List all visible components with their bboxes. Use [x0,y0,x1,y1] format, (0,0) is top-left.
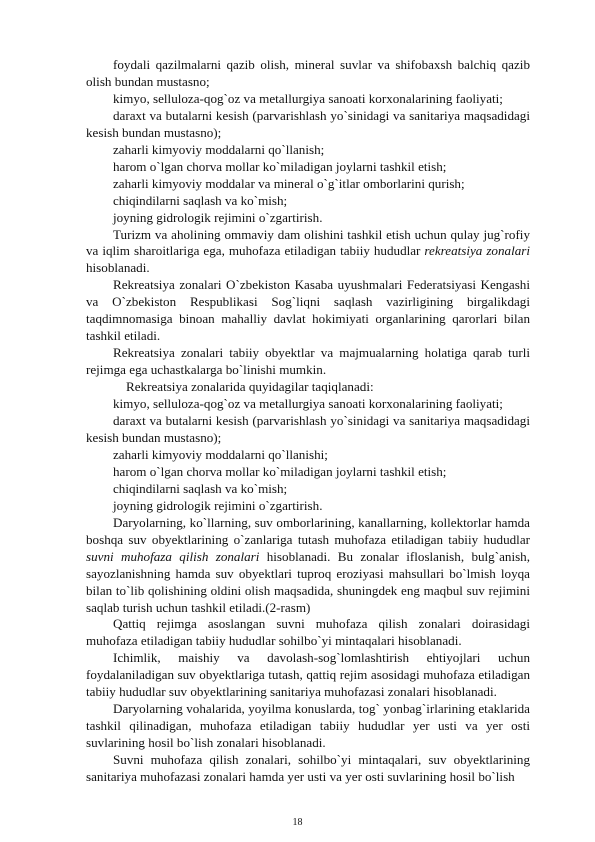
page-number: 18 [292,817,303,828]
paragraph: harom o`lgan chorva mollar ko`miladigan joylarni tashkil etish; [113,158,447,174]
defined-term: suvni muhofaza qilish zonalari [86,548,260,564]
document-body [86,57,530,786]
paragraph: harom o`lgan chorva mollar ko`miladigan joylarni tashkil etish; [113,463,447,479]
paragraph: Daryolarning vohalarida, yoyilma konuslarda, tog` yonbag`irlarining etaklarida tashkil qilinadigan, muhofaza etiladigan tabiiy hududlar yer usti va yer osti suvlarining hosil bo`lish zonalari hisoblanadi. [86,701,530,751]
text-run: hisoblanadi. [86,260,150,276]
paragraph: Rekreatsiya zonalari O`zbekiston Kasaba uyushmalari Federatsiyasi Kengashi va O`zbekiston Respublikasi Sog`liqni saqlash vazirligining birgalikdagi taqdimnomasiga binoan mahalliy davlat hokimiyati organlarining qarorlari bilan tashkil etiladi. [86,277,530,344]
paragraph: daraxt va butalarni kesish (parvarishlash yo`sinidagi va sanitariya maqsadidagi kesish bundan mustasno); [86,413,530,445]
paragraph: Qattiq rejimga asoslangan suvni muhofaza qilish zonalari doirasidagi muhofaza etiladigan tabiiy hududlar sohilbo`yi mintaqalari hisoblanadi. [86,616,530,649]
text-run: hisoblanadi. Bu zonalar ifloslanish, bulg`anish, sayozlanishning hamda suv obyektlari tuproq eroziyasi mahsullari bo`lmish loyqa bilan to`lib qolishining oldini olish maqsadida, shuningdek eng maqbul suv rejimini saqlab turish uchun tashkil etiladi.(2-rasm) [86,548,530,615]
paragraph: foydali qazilmalarni qazib olish, mineral suvlar va shifobaxsh balchiq qazib olish bundan mustasno; [86,57,530,89]
paragraph: Ichimlik, maishiy va davolash-sog`lomlashtirish ehtiyojlari uchun foydalaniladigan suv obyektlariga tutash, qattiq rejim asosidagi muhofaza etiladigan tabiiy hududlar suv obyektlarining sanitariya muhofazasi zonalari hisoblanadi. [86,650,530,700]
paragraph: Rekreatsiya zonalarida quyidagilar taqiqlanadi: [126,379,374,395]
paragraph: chiqindilarni saqlash va ko`mish; [113,480,288,496]
paragraph-rekreatsiya-definition [86,227,530,278]
paragraph: zaharli kimyoviy moddalar va mineral o`g`itlar omborlarini qurish; [113,175,465,191]
text-run: Turizm va aholining ommaviy dam olishini tashkil etish uchun qulay jug`rofiy va iqlim sharoitlariga ega, muhofaza etiladigan tabiiy hududlar [86,226,530,259]
paragraph: Suvni muhofaza qilish zonalari, sohilbo`yi mintaqalari, suv obyektlarining sanitariya muhofazasi zonalari hamda yer usti va yer osti suvlarining hosil bo`lish [86,752,530,785]
defined-term: rekreatsiya zonalari [424,243,530,259]
paragraph: zaharli kimyoviy moddalarni qo`llanish; [113,141,325,157]
paragraph: kimyo, selluloza-qog`oz va metallurgiya sanoati korxonalarining faoliyati; [113,90,503,106]
paragraph: joyning gidrologik rejimini o`zgartirish. [113,497,323,513]
paragraph: kimyo, selluloza-qog`oz va metallurgiya sanoati korxonalarining faoliyati; [113,396,503,412]
paragraph-suvni-muhofaza-definition [86,515,530,617]
paragraph: Rekreatsiya zonalari tabiiy obyektlar va majmualarning holatiga qarab turli rejimga ega uchastkalarga bo`linishi mumkin. [86,345,530,378]
paragraph: zaharli kimyoviy moddalarni qo`llanishi; [113,446,328,462]
text-run: Daryolarning, ko`llarning, suv omborlarining, kanallarning, kollektorlar hamda boshqa suv obyektlarining o`zanlariga tutash muhofaza etiladigan tabiiy hududlar [86,514,530,547]
paragraph: chiqindilarni saqlash va ko`mish; [113,192,288,208]
paragraph: joyning gidrologik rejimini o`zgartirish. [113,209,323,225]
paragraph: daraxt va butalarni kesish (parvarishlash yo`sinidagi va sanitariya maqsadidagi kesish bundan mustasno); [86,107,530,140]
